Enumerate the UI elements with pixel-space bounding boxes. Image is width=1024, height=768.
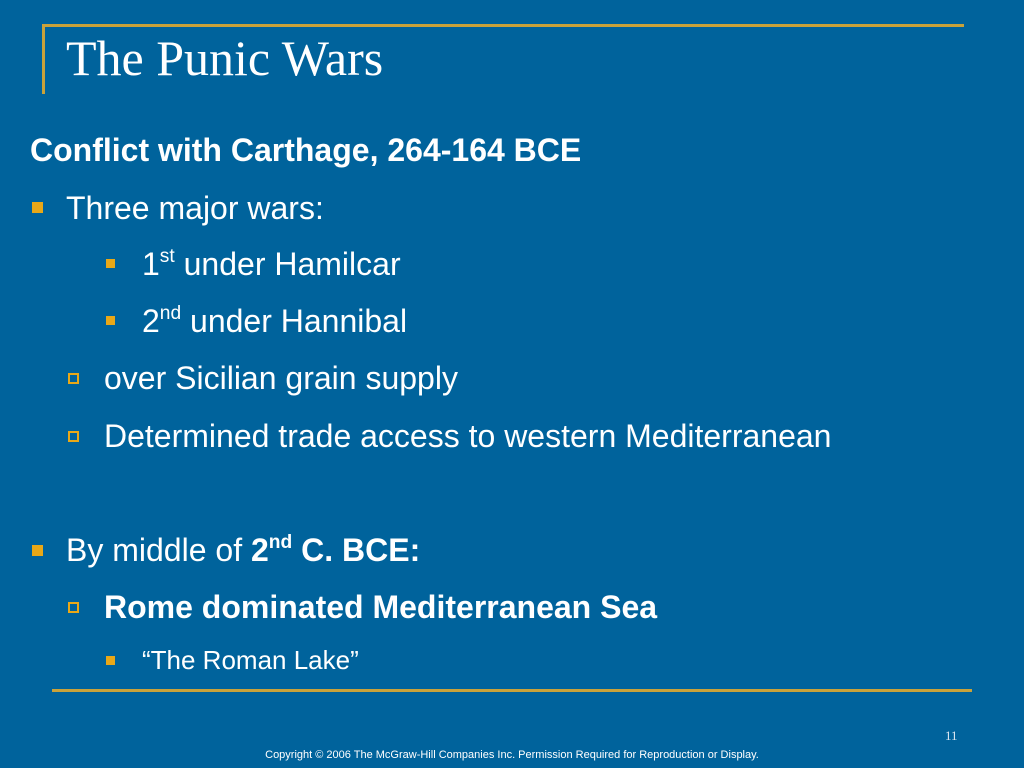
bullet-by-middle bbox=[66, 530, 420, 570]
ordinal-number: 1 bbox=[142, 246, 160, 282]
filled-square-icon bbox=[106, 656, 115, 665]
filled-square-icon bbox=[106, 259, 115, 268]
bullet-roman-lake: “The Roman Lake” bbox=[142, 645, 359, 675]
ordinal-suffix: st bbox=[159, 246, 175, 268]
slide-subtitle: Conflict with Carthage, 264-164 BCE bbox=[30, 132, 582, 168]
bullet-text: under Hamilcar bbox=[174, 246, 401, 282]
bullet-rome-dominated: Rome dominated Mediterranean Sea bbox=[104, 589, 658, 625]
title-frame-top-rule bbox=[42, 24, 964, 27]
ordinal-number: 2 bbox=[142, 303, 160, 339]
bullet-second-war bbox=[142, 301, 407, 341]
bullet-sicilian-grain: over Sicilian grain supply bbox=[104, 360, 458, 396]
bullet-text: under Hannibal bbox=[181, 303, 408, 339]
bullet-three-major-wars: Three major wars: bbox=[66, 190, 324, 226]
ordinal-number: 2 bbox=[250, 532, 269, 568]
ordinal-suffix: nd bbox=[268, 532, 293, 554]
slide-number: 11 bbox=[945, 728, 958, 743]
copyright-footer: Copyright © 2006 The McGraw-Hill Companies Inc. Permission Required for Reproduction or Display. bbox=[265, 749, 759, 761]
bullet-text: By middle of bbox=[66, 532, 251, 568]
hollow-square-icon bbox=[68, 602, 79, 613]
bullet-first-war bbox=[142, 244, 401, 284]
filled-square-icon bbox=[106, 316, 115, 325]
hollow-square-icon bbox=[68, 373, 79, 384]
filled-square-icon bbox=[32, 202, 43, 213]
bullet-text: C. BCE: bbox=[292, 532, 421, 568]
bullet-trade-access: Determined trade access to western Mediterranean bbox=[104, 418, 832, 454]
bottom-divider bbox=[52, 689, 972, 692]
ordinal-suffix: nd bbox=[159, 303, 182, 325]
hollow-square-icon bbox=[68, 431, 79, 442]
title-frame-left-rule bbox=[42, 24, 45, 94]
slide-title: The Punic Wars bbox=[66, 30, 384, 86]
filled-square-icon bbox=[32, 545, 43, 556]
